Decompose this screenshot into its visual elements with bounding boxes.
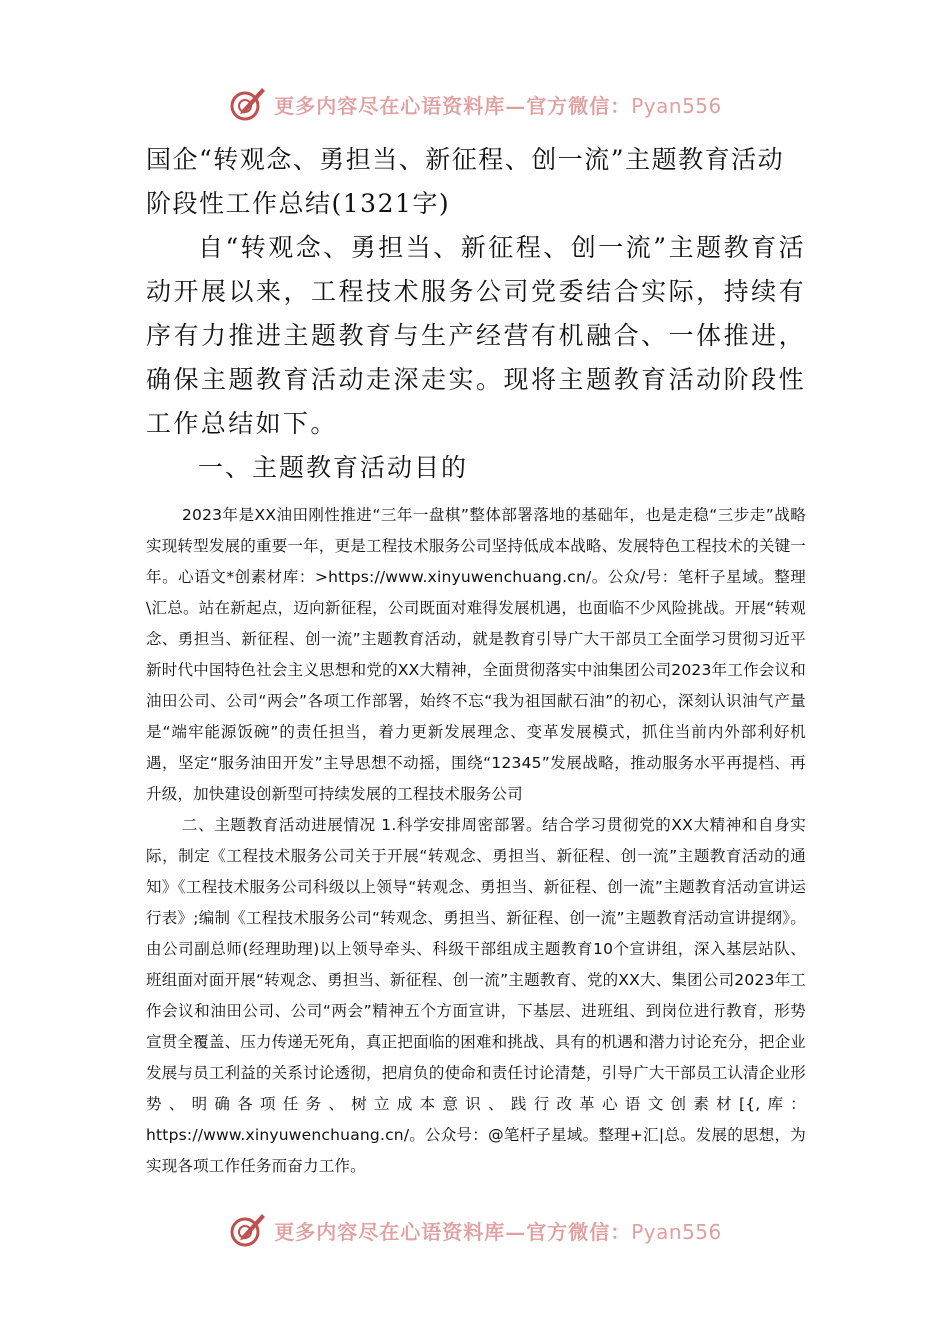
- wechat-id: Pyan556: [631, 93, 722, 118]
- body-paragraph-2: 二、主题教育活动进展情况 1.科学安排周密部署。结合学习贯彻党的XX大精神和自身实际，制定《工程技术服务公司关于开展“转观念、勇担当、新征程、创一流”主题教育活动的通知》《工程技术服务公司科级以上领导“转观念、勇担当、新征程、创一流”主题教育活动宣讲运行表》;编制《工程技术服务公司“转观念、勇担当、新征程、创一流”主题教育活动宣讲提纲》。由公司副总师(经理助理)以上领导牵头、科级干部组成主题教育10个宣讲组，深入基层站队、班组面对面开展“转观念、勇担当、新征程、创一流”主题教育、党的XX大、集团公司2023年工作会议和油田公司、公司“两会”精神五个方面宣讲，下基层、进班组、到岗位进行教育，形势宣贯全覆盖、压力传递无死角，真正把面临的困难和挑战、具有的机遇和潜力讨论充分，把企业发展与员工利益的关系讨论透彻，把肩负的使命和责任讨论清楚，引导广大干部员工认清企业形势、明确各项任务、树立成本意识、践行改革心语文创素材[{,库：https://www.xinyuwenchuang.cn/。公众号：@笔杆子星域。整理+汇|总。发展的思想，为实现各项工作任务而奋力工作。: [146, 816, 806, 1175]
- document-title-line-2: 阶段性工作总结(1321字): [146, 189, 451, 218]
- document-title-line-1: 国企“转观念、勇担当、新征程、创一流”主题教育活动: [146, 145, 785, 174]
- banner-text: 更多内容尽在心语资料库—官方微信：Pyan556: [274, 1219, 722, 1244]
- intro-paragraph: 自“转观念、勇担当、新征程、创一流”主题教育活动开展以来，工程技术服务公司党委结合实际，持续有序有力推进主题教育与生产经营有机融合、一体推进，确保主题教育活动走深走实。现将主题教育活动阶段性工作总结如下。: [146, 233, 806, 438]
- section-heading-1: 一、主题教育活动目的: [198, 453, 469, 482]
- wechat-id: Pyan556: [631, 1219, 722, 1244]
- pen-logo-icon: [228, 1210, 268, 1250]
- pen-logo-icon: [228, 84, 268, 124]
- header-banner: [0, 82, 950, 126]
- document-body: [146, 138, 806, 1182]
- footer-banner: [0, 1208, 950, 1252]
- banner-text: 更多内容尽在心语资料库—官方微信：Pyan556: [274, 93, 722, 118]
- body-paragraph-1: 2023年是XX油田刚性推进“三年一盘棋”整体部署落地的基础年，也是走稳“三步走”战略实现转型发展的重要一年，更是工程技术服务公司坚持低成本战略、发展特色工程技术的关键一年。心语文*创素材库：>https://www.xinyuwenchuang.cn/。公众/号：笔杆子星域。整理\汇总。站在新起点，迈向新征程，公司既面对难得发展机遇，也面临不少风险挑战。开展“转观念、勇担当、新征程、创一流”主题教育活动，就是教育引导广大干部员工全面学习贯彻习近平新时代中国特色社会主义思想和党的XX大精神，全面贯彻落实中油集团公司2023年工作会议和油田公司、公司“两会”各项工作部署，始终不忘“我为祖国献石油”的初心，深刻认识油气产量是“端牢能源饭碗”的责任担当，着力更新发展理念、变革发展模式，抓住当前内外部利好机遇，坚定“服务油田开发”主导思想不动摇，围绕“12345”发展战略，推动服务水平再提档、再升级，加快建设创新型可持续发展的工程技术服务公司: [146, 506, 806, 803]
